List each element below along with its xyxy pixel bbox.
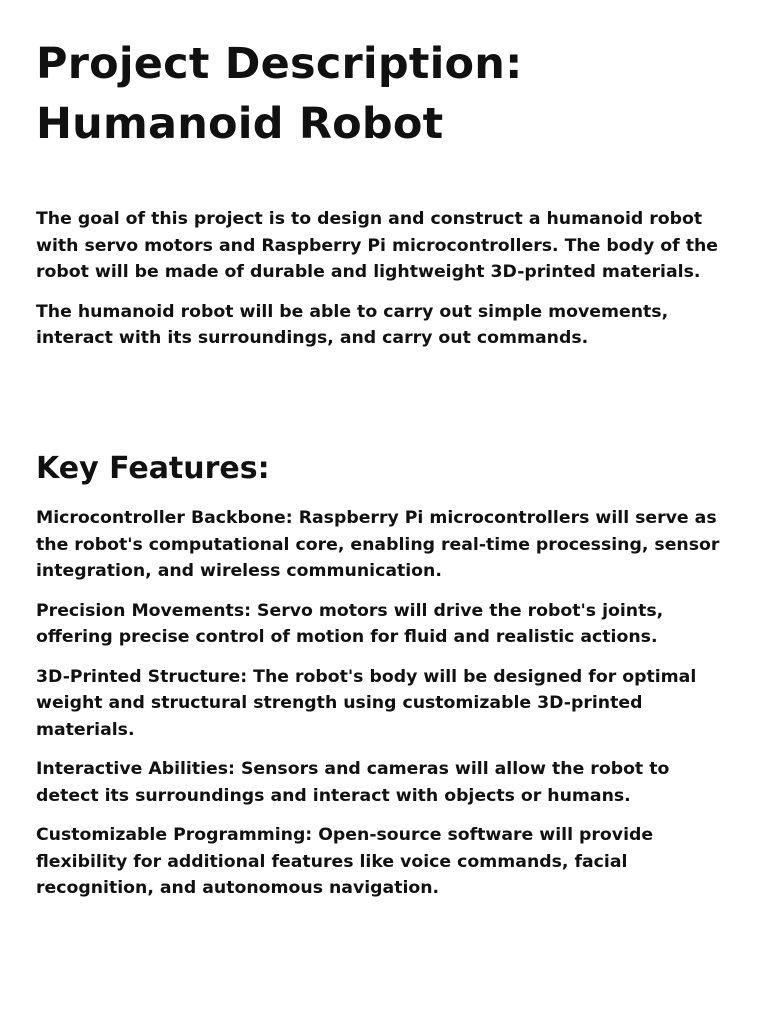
intro-paragraph: The humanoid robot will be able to carry out simple movements, interact with its surroundings, and carry out commands. — [36, 301, 669, 348]
intro-section — [36, 206, 736, 365]
features-list — [36, 505, 736, 915]
feature-item: Interactive Abilities: Sensors and cameras will allow the robot to detect its surroundings and interact with objects or humans. — [36, 759, 670, 806]
page-title: Project Description: Humanoid Robot — [36, 39, 523, 149]
features-heading: Key Features: — [36, 451, 270, 486]
feature-item: Microcontroller Backbone: Raspberry Pi microcontrollers will serve as the robot's computational core, enabling real-time processing, sensor integration, and wireless communication. — [36, 508, 720, 581]
feature-item: 3D-Printed Structure: The robot's body will be designed for optimal weight and structural strength using customizable 3D-printed materials. — [36, 666, 697, 740]
feature-item: Precision Movements: Servo motors will drive the robot's joints, offering precise control of motion for fluid and realistic actions. — [36, 600, 664, 647]
intro-paragraph: The goal of this project is to design and construct a humanoid robot with servo motors and Raspberry Pi microcontrollers. The body of the robot will be made of durable and lightweight 3D-printed materials. — [36, 209, 719, 282]
feature-item: Customizable Programming: Open-source software will provide flexibility for additional features like voice commands, facial recognition, and autonomous navigation. — [36, 825, 654, 898]
